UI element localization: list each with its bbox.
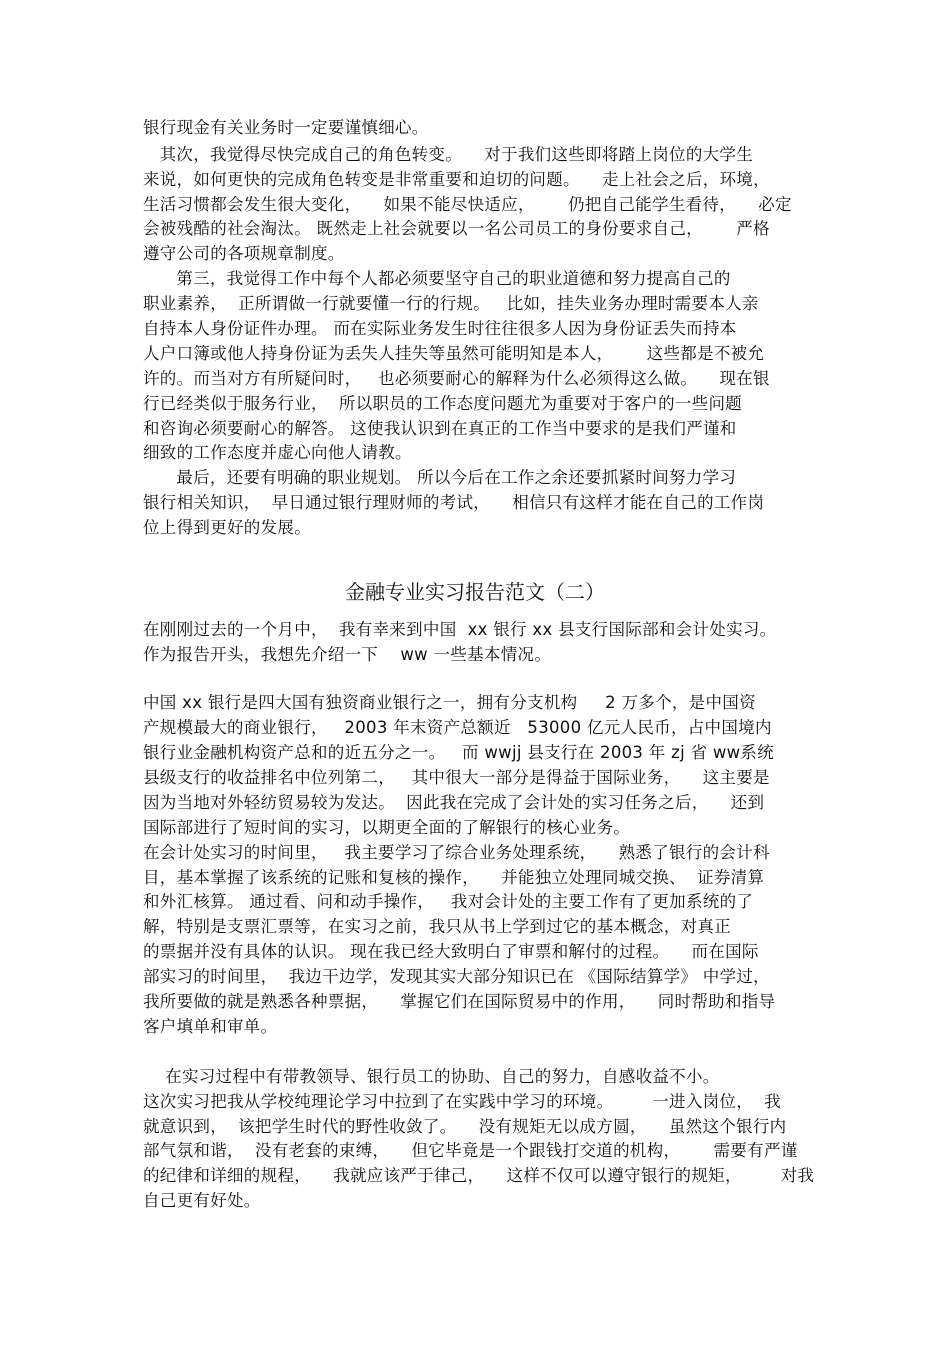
paragraph-line: 产规模最大的商业银行， 2003 年末资产总额近 53000 亿元人民币，占中国境内 [143, 718, 772, 737]
paragraph-line: 许的。而当对方有所疑问时， 也必须要耐心的解释为什么必须得这么做。 现在银 [143, 369, 770, 388]
paragraph-line: 生活习惯都会发生很大变化， 如果不能尽快适应， 仍把自己能学生看待， 必定 [143, 195, 792, 214]
paragraph-line: 银行业金融机构资产总和的近五分之一。 而 wwjj 县支行在 2003 年 zj 省 ww系统 [143, 743, 775, 762]
paragraph-line: 县级支行的收益排名中位列第二， 其中很大一部分是得益于国际业务， 这主要是 [143, 768, 770, 787]
paragraph-line: 目，基本掌握了该系统的记账和复核的操作， 并能独立处理同城交换、 证券清算 [143, 868, 765, 887]
paragraph-line: 因为当地对外轻纺贸易较为发达。 因此我在完成了会计处的实习任务之后， 还到 [143, 793, 765, 812]
paragraph-line: 在刚刚过去的一个月中， 我有幸来到中国 xx 银行 xx 县支行国际部和会计处实习。 [143, 620, 777, 639]
paragraph-line: 和咨询必须要耐心的解答。 这使我认识到在真正的工作当中要求的是我们严谨和 [143, 419, 737, 438]
paragraph-line: 自持本人身份证件办理。 而在实际业务发生时往往很多人因为身份证丢失而持本 [143, 319, 737, 338]
paragraph-line: 和外汇核算。 通过看、问和动手操作， 我对会计处的主要工作有了更加系统的了 [143, 892, 754, 911]
paragraph-line: 来说，如何更快的完成角色转变是非常重要和迫切的问题。 走上社会之后，环境， [143, 170, 770, 189]
paragraph-line: 其次，我觉得尽快完成自己的角色转变。 对于我们这些即将踏上岗位的大学生 [143, 145, 754, 164]
paragraph-line: 银行相关知识， 早日通过银行理财师的考试， 相信只有这样才能在自己的工作岗 [143, 493, 765, 512]
paragraph-line: 最后，还要有明确的职业规划。 所以今后在工作之余还要抓紧时间努力学习 [143, 468, 737, 487]
paragraph-line: 自己更有好处。 [143, 1191, 261, 1210]
paragraph-line: 作为报告开头，我想先介绍一下 ww 一些基本情况。 [143, 645, 552, 664]
paragraph-line: 银行现金有关业务时一定要谨慎细心。 [143, 118, 429, 137]
paragraph-line: 会被残酷的社会淘汰。 既然走上社会就要以一名公司员工的身份要求自己， 严格 [143, 219, 770, 238]
paragraph-line: 部气氛和谐， 没有老套的束缚， 但它毕竟是一个跟钱打交道的机构， 需要有严谨 [143, 1141, 798, 1160]
paragraph-line: 遵守公司的各项规章制度。 [143, 244, 345, 263]
paragraph-line: 的纪律和详细的规程， 我就应该严于律己， 这样不仅可以遵守银行的规矩， 对我 [143, 1166, 815, 1185]
paragraph-line: 中国 xx 银行是四大国有独资商业银行之一，拥有分支机构 2 万多个，是中国资 [143, 693, 756, 712]
paragraph-line: 的票据并没有具体的认识。 现在我已经大致明白了审票和解付的过程。 而在国际 [143, 942, 759, 961]
paragraph-line: 在会计处实习的时间里， 我主要学习了综合业务处理系统， 熟悉了银行的会计科 [143, 843, 770, 862]
paragraph-line: 解，特别是支票汇票等，在实习之前，我只从书上学到过它的基本概念，对真正 [143, 917, 731, 936]
paragraph-line: 我所要做的就是熟悉各种票据， 掌握它们在国际贸易中的作用， 同时帮助和指导 [143, 992, 776, 1011]
section-heading: 金融专业实习报告范文（二） [345, 580, 605, 604]
paragraph-line: 部实习的时间里， 我边干边学，发现其实大部分知识已在 《国际结算学》 中学过， [143, 967, 770, 986]
paragraph-line: 在实习过程中有带教领导、银行员工的协助、自己的努力，自感收益不小。 [143, 1067, 720, 1086]
paragraph-line: 细致的工作态度并虚心向他人请教。 [143, 443, 412, 462]
paragraph-line: 位上得到更好的发展。 [143, 518, 311, 537]
paragraph-line: 就意识到， 该把学生时代的野性收敛了。 没有规矩无以成方圆， 虽然这个银行内 [143, 1117, 787, 1136]
paragraph-line: 职业素养， 正所谓做一行就要懂一行的行规。 比如，挂失业务办理时需要本人亲 [143, 294, 759, 313]
paragraph-line: 第三，我觉得工作中每个人都必须要坚守自己的职业道德和努力提高自己的 [143, 269, 731, 288]
paragraph-line: 客户填单和审单。 [143, 1017, 278, 1036]
paragraph-line: 行已经类似于服务行业， 所以职员的工作态度问题尤为重要对于客户的一些问题 [143, 394, 743, 413]
paragraph-line: 这次实习把我从学校纯理论学习中拉到了在实践中学习的环境。 一进入岗位， 我 [143, 1092, 781, 1111]
paragraph-line: 国际部进行了短时间的实习，以期更全面的了解银行的核心业务。 [143, 818, 631, 837]
paragraph-line: 人户口簿或他人持身份证为丢失人挂失等虽然可能明知是本人， 这些都是不被允 [143, 344, 765, 363]
